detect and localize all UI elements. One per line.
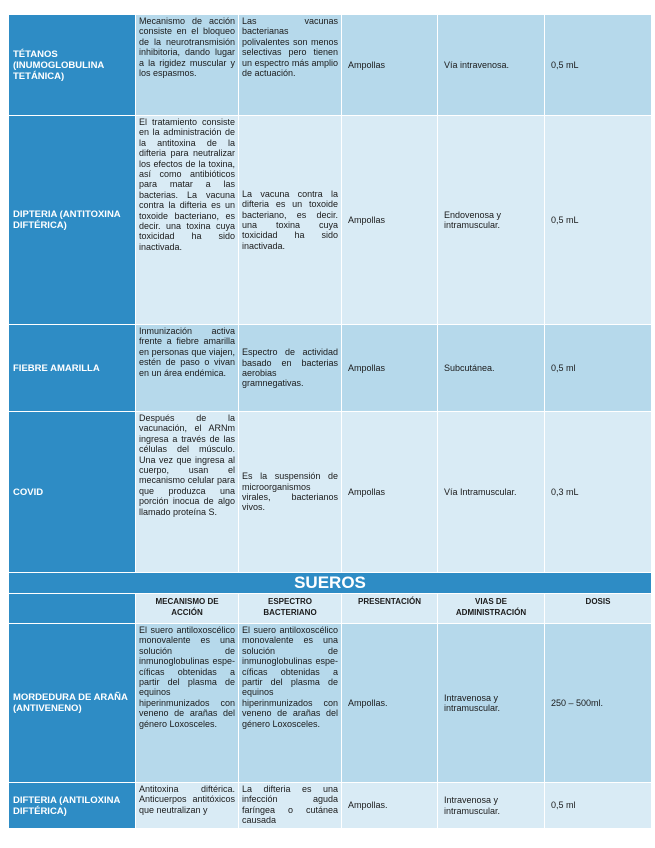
dosis-cell: 0,3 mL	[545, 412, 652, 573]
header-blank	[9, 594, 136, 624]
via-cell: Intravenosa y intramuscular.	[438, 783, 545, 829]
mecanismo-cell: Después de la vacunación, el ARNm ingresa a través de las células del músculo. Una vez que ingresa al cuerpo, usan el mecanismo celular para que produzca una porción inocua de algo llamado proteína S.	[136, 412, 239, 573]
table-row	[9, 783, 652, 829]
dosis-cell: 0,5 mL	[545, 15, 652, 116]
espectro-cell: Las vacunas bacterianas polivalentes son menos selectivas pero tienen un espectro más amplio de actuación.	[239, 15, 342, 116]
dosis-cell: 0,5 mL	[545, 116, 652, 325]
row-name: TÉTANOS (INUMOGLOBULINA TETÁNICA)	[9, 15, 136, 116]
espectro-cell: Es la suspensión de microorganismos virales, bacterianos vivos.	[239, 412, 342, 573]
presentacion-cell: Ampollas	[342, 15, 438, 116]
table-row	[9, 15, 652, 116]
mecanismo-cell: Inmunización activa frente a fiebre amarilla en personas que viajen, estén de paso o vivan en un área endémica.	[136, 325, 239, 412]
via-cell: Subcutánea.	[438, 325, 545, 412]
table-row	[9, 116, 652, 325]
table-row	[9, 412, 652, 573]
header-espectro: ESPECTRO BACTERIANO	[239, 594, 342, 624]
header-mecanismo: MECANISMO DE ACCIÓN	[136, 594, 239, 624]
dosis-cell: 0,5 ml	[545, 325, 652, 412]
via-cell: Intravenosa y intramuscular.	[438, 624, 545, 783]
presentacion-cell: Ampollas.	[342, 624, 438, 783]
header-dosis: DOSIS	[545, 594, 652, 624]
header-via: VIAS DE ADMINISTRACIÓN	[438, 594, 545, 624]
table-row	[9, 325, 652, 412]
presentacion-cell: Ampollas	[342, 412, 438, 573]
row-name: MORDEDURA DE ARAÑA (ANTIVENENO)	[9, 624, 136, 783]
row-name: DIFTERIA (ANTILOXINA DIFTÉRICA)	[9, 783, 136, 829]
via-cell: Vía intravenosa.	[438, 15, 545, 116]
mecanismo-cell: El tratamiento consiste en la administración de la antitoxina de la difteria para neutralizar los efectos de la toxina, así como antibióticos para matar a las bacterias. La vacuna contra la difteria es un toxoide bacteriano, es decir. una toxina cuya toxicidad ha sido inactivada.	[136, 116, 239, 325]
espectro-cell: La vacuna contra la difteria es un toxoide bacteriano, es decir. una toxina cuya toxicidad ha sido inactivada.	[239, 116, 342, 325]
espectro-cell: La difteria es una infección aguda faríngea o cutánea causada	[239, 783, 342, 829]
espectro-cell: El suero antiloxoscélico monovalente es una solución de inmunoglobulinas espe- cíficas obtenidas a partir del plasma de equinos hiperinmunizados con veneno de arañas del género Loxosceles.	[239, 624, 342, 783]
dosis-cell: 0,5 ml	[545, 783, 652, 829]
header-presentacion: PRESENTACIÓN	[342, 594, 438, 624]
section-title: SUEROS	[9, 573, 652, 594]
mecanismo-cell: Mecanismo de acción consiste en el bloqueo de la neurotransmisión inhibitoria, dando lugar a la rigidez muscular y los espasmos.	[136, 15, 239, 116]
header-row	[9, 594, 652, 624]
document-page	[8, 14, 651, 829]
vaccine-serum-table	[8, 14, 652, 829]
dosis-cell: 250 – 500ml.	[545, 624, 652, 783]
via-cell: Endovenosa y intramuscular.	[438, 116, 545, 325]
row-name: DIPTERIA (ANTITOXINA DIFTÉRICA)	[9, 116, 136, 325]
row-name: COVID	[9, 412, 136, 573]
section-row	[9, 573, 652, 594]
mecanismo-cell: Antitoxina diftérica. Anticuerpos antitóxicos que neutralizan y	[136, 783, 239, 829]
presentacion-cell: Ampollas	[342, 116, 438, 325]
mecanismo-cell: El suero antiloxoscélico monovalente es una solución de inmunoglobulinas espe- cíficas obtenidas a partir del plasma de equinos hiperinmunizados con veneno de arañas del género Loxosceles.	[136, 624, 239, 783]
espectro-cell: Espectro de actividad basado en bacterias aerobias gramnegativas.	[239, 325, 342, 412]
presentacion-cell: Ampollas.	[342, 783, 438, 829]
row-name: FIEBRE AMARILLA	[9, 325, 136, 412]
via-cell: Vía Intramuscular.	[438, 412, 545, 573]
table-row	[9, 624, 652, 783]
presentacion-cell: Ampollas	[342, 325, 438, 412]
